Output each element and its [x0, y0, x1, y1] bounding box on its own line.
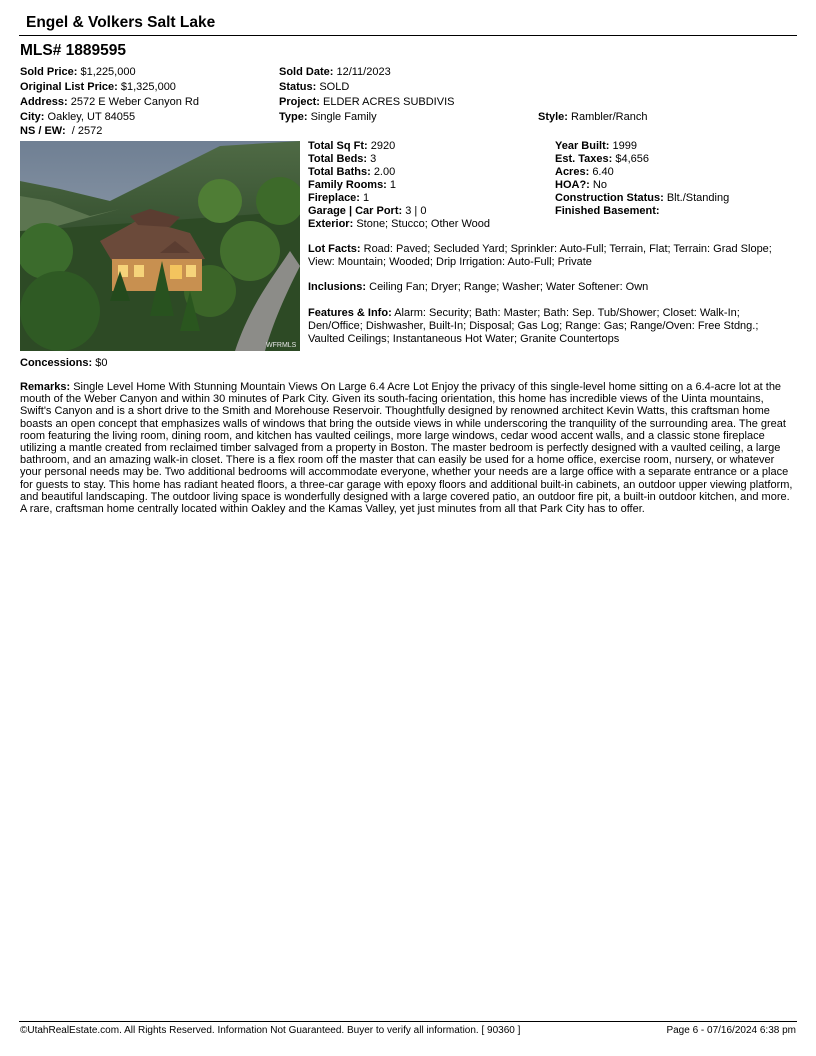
remarks-label: Remarks: [20, 381, 71, 393]
detail-fireplace [308, 191, 369, 205]
lot-facts-label: Lot Facts: [308, 243, 361, 255]
project-row [279, 95, 454, 109]
remarks [20, 381, 798, 515]
detail-label: Construction Status: [555, 192, 664, 204]
detail-label: Acres: [555, 166, 590, 178]
sold-price-row [20, 65, 136, 79]
lot-facts [308, 243, 778, 269]
sold-price-label: Sold Price: [20, 66, 78, 78]
detail-label: Finished Basement: [555, 205, 660, 217]
detail-value: 1 [363, 192, 370, 204]
sold-date-row [279, 65, 391, 79]
detail-value: 3 | 0 [405, 205, 427, 217]
style-label: Style: [538, 111, 568, 123]
detail-value: 2920 [370, 140, 396, 152]
concessions-row [20, 356, 107, 370]
detail-total-baths [308, 165, 395, 179]
concessions-label: Concessions: [20, 357, 93, 369]
detail-exterior [308, 217, 490, 231]
ns-ew-label: NS / EW: [20, 125, 66, 137]
detail-year-built [555, 139, 637, 153]
project-value: ELDER ACRES SUBDIVIS [323, 96, 455, 108]
detail-label: Exterior: [308, 218, 354, 230]
detail-hoa [555, 178, 607, 192]
detail-label: Fireplace: [308, 192, 360, 204]
status-value: SOLD [319, 81, 350, 93]
detail-garage [308, 204, 426, 218]
sold-date-label: Sold Date: [279, 66, 334, 78]
detail-label: Total Baths: [308, 166, 371, 178]
detail-label: Total Beds: [308, 153, 368, 165]
remarks-text: Single Level Home With Stunning Mountain Views On Large 6.4 Acre Lot Enjoy the privacy of this single-level home sitting on a 6.4-acre lot at the mouth of the Weber Canyon and within 30 minutes of Park City. Given its south-facing orientation, this home has incredible views of the Uinta mountains, Swift's Canyon and is a short drive to the Smith and Morehouse Reservoir. Thoughtfully designed by renowned architect Kevin Watts, this craftsman home boasts an open concept that emphasizes walls of windows that bring the outside views in while underscoring the tranquility of the surrounding area. The great room featuring the living room, dining room, and kitchen has vaulted ceilings, more large windows, cedar wood accent walls, and a classic stone fireplace utilizing a mantle created from reclaimed timber salvaged from a property in Boston. The master bedroom is perfectly designed with a vaulted ceiling, a large bathroom, and an amazing walk-in closet. There is a flex room off the master that can easily be used for a home office, exercise room, nursery, or whatever your personal needs may be. Two additional bedrooms will accommodate everyone, whether your needs are a large office with a separate entrance or a place for guests to stay. This home has radiant heated floors, a three-car garage with epoxy floors and additional built-in cabinets, an outdoor upper viewing platform, and beautiful landscaping. The outdoor living space is wonderfully designed with a large covered patio, an outdoor fire pit, a built-in outdoor kitchen, and more. A rare, craftsman home centrally located within Oakley and the Kamas Valley, yet just minutes from all that Park City has to offer. [20, 381, 793, 516]
features-label: Features & Info: [308, 307, 392, 319]
mls-number: MLS# 1889595 [20, 42, 126, 59]
detail-value: 1 [389, 179, 397, 191]
detail-total-sqft [308, 139, 395, 153]
detail-value: 3 [370, 153, 377, 165]
ns-ew-value: / 2572 [68, 125, 103, 137]
detail-value: Blt./Standing [666, 192, 730, 204]
concessions-value: $0 [95, 357, 108, 369]
city-row [20, 110, 135, 124]
lot-facts-value: Road: Paved; Secluded Yard; Sprinkler: Auto-Full; Terrain, Flat; Terrain: Grad Slope; View: Mountain; Wooded; Drip Irrigation: Auto-Full; Private [308, 243, 772, 268]
detail-label: Total Sq Ft: [308, 140, 368, 152]
inclusions-value: Ceiling Fan; Dryer; Range; Washer; Water Softener: Own [369, 281, 649, 293]
status-row [279, 80, 349, 94]
detail-label: HOA?: [555, 179, 590, 191]
detail-label: Year Built: [555, 140, 610, 152]
brand-title: Engel & Volkers Salt Lake [26, 14, 216, 31]
detail-acres [555, 165, 614, 179]
detail-value: Stone; Stucco; Other Wood [356, 218, 491, 230]
original-list-price-row [20, 80, 176, 94]
project-label: Project: [279, 96, 320, 108]
detail-value: 2.00 [373, 166, 396, 178]
type-label: Type: [279, 111, 308, 123]
detail-est-taxes [555, 152, 649, 166]
detail-value: 1999 [612, 140, 637, 152]
ns-ew-row [20, 124, 102, 138]
sold-price-value: $1,225,000 [80, 66, 136, 78]
status-label: Status: [279, 81, 317, 93]
inclusions-label: Inclusions: [308, 281, 367, 293]
address-label: Address: [20, 96, 68, 108]
detail-value: No [592, 179, 607, 191]
detail-family-rooms [308, 178, 396, 192]
header-divider [19, 35, 797, 36]
original-list-price-label: Original List Price: [20, 81, 118, 93]
style-value: Rambler/Ranch [571, 111, 648, 123]
detail-label: Family Rooms: [308, 179, 387, 191]
address-value: 2572 E Weber Canyon Rd [70, 96, 199, 108]
property-photo[interactable] [20, 141, 300, 351]
city-label: City: [20, 111, 45, 123]
footer-page-info: Page 6 - 07/16/2024 6:38 pm [666, 1025, 796, 1036]
property-photo-illustration [20, 141, 300, 351]
detail-construction-status [555, 191, 729, 205]
detail-label: Est. Taxes: [555, 153, 613, 165]
features-info [308, 307, 778, 345]
footer-divider [19, 1021, 797, 1022]
address-row [20, 95, 199, 109]
detail-value: 6.40 [592, 166, 614, 178]
detail-label: Garage | Car Port: [308, 205, 403, 217]
detail-finished-basement [555, 204, 660, 218]
detail-value: $4,656 [615, 153, 649, 165]
features-value: Alarm: Security; Bath: Master; Bath: Sep. Tub/Shower; Closet: Walk-In; Den/Office; Dishwasher, Built-In; Disposal; Gas Log; Range: Gas; Range/Oven: Free Stdng.; Vaulted Ceilings; Instantaneous Hot Water; Granite Countertops [308, 307, 759, 345]
type-row [279, 110, 377, 124]
footer-copyright: ©UtahRealEstate.com. All Rights Reserved. Information Not Guaranteed. Buyer to verify all information. [ 90360 ] [20, 1025, 521, 1036]
sold-date-value: 12/11/2023 [336, 66, 391, 78]
inclusions [308, 281, 778, 294]
detail-total-beds [308, 152, 376, 166]
style-row [538, 110, 647, 124]
original-list-price-value: $1,325,000 [120, 81, 176, 93]
city-value: Oakley, UT 84055 [47, 111, 136, 123]
type-value: Single Family [310, 111, 377, 123]
photo-watermark: WFRMLS [266, 342, 297, 349]
